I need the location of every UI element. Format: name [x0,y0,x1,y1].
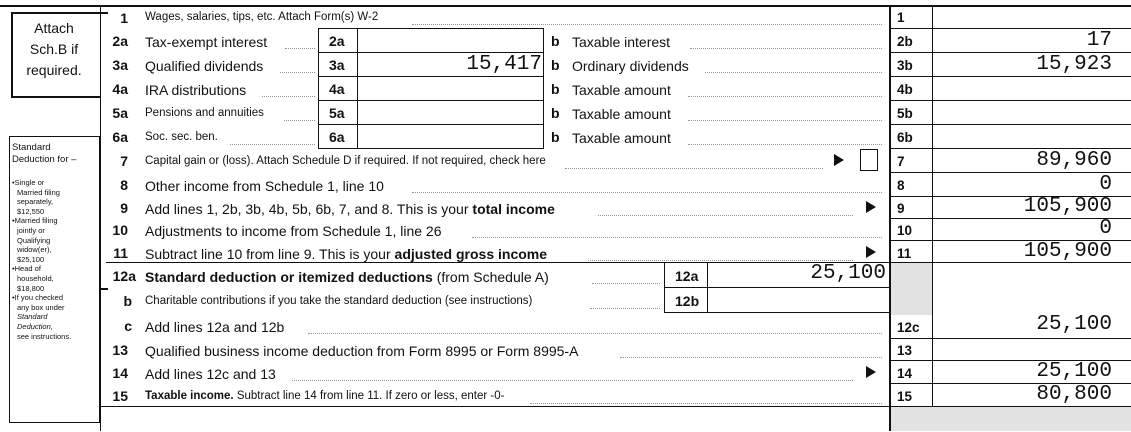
attach-text-line: required. [26,62,82,78]
line-number: 2a [112,33,128,49]
std-item-line: • Single or [12,178,96,188]
line-4b-letter: b [551,81,560,97]
line-4b-ref: 4b [897,82,913,97]
box-2a-label: 2a [329,33,345,49]
leader-dots [262,96,315,97]
subbox-left [318,28,319,148]
leader-dots [530,403,882,404]
box-4a-label: 4a [329,81,345,97]
leader-dots [592,283,660,284]
line-number: 1 [120,10,128,26]
leader-dots [688,120,882,121]
line-5a-label: Pensions and annuities [145,107,264,119]
row-sep [891,172,1131,173]
line-14-ref: 14 [897,366,913,381]
leader-dots [598,215,853,216]
line-number: 10 [112,222,128,238]
line-9-label-text: Add lines 1, 2b, 3b, 4b, 5b, 6b, 7, and 8. This is your [145,201,473,217]
leader-dots [284,120,315,121]
std-item-line: widow(er), [17,245,52,255]
line-8-amount[interactable]: 0 [1099,173,1112,196]
subbox-sep [318,124,544,125]
standard-deduction-list [12,178,96,341]
shaded-cell-12ab [891,262,932,315]
box-6a-label: 6a [329,129,345,145]
leader-dots [588,260,853,261]
line-3b-letter: b [551,57,560,73]
line-2a-label: Tax-exempt interest [145,34,268,50]
line-6b-letter: b [551,129,560,145]
line-8-label: Other income from Schedule 1, line 10 [145,178,384,194]
line-1-label: Wages, salaries, tips, etc. Attach Form(s) W-2 [145,11,379,23]
line-7-label: Capital gain or (loss). Attach Schedule D if required. If not required, check here [145,155,546,167]
std-heading-line: Deduction for – [12,154,77,165]
line-number: 8 [120,177,128,193]
line-13-ref: 13 [897,343,913,358]
line-7-amount[interactable]: 89,960 [1036,149,1112,172]
attach-schedule-b-note [14,18,94,81]
leader-dots [688,96,882,97]
std-item-line: see instructions. [17,331,72,341]
line-15-ref: 15 [897,389,913,404]
line-12a-label-bold: Standard deduction or itemized deductions [145,269,433,285]
leader-dots [565,168,823,169]
box-5a-label: 5a [329,105,345,121]
std-item-line: separately, [17,197,54,207]
arrow-right-icon [866,366,876,378]
std-item-line: • If you checked [12,293,96,303]
line-2b-amount[interactable]: 17 [1086,29,1112,52]
line-12a-label [145,269,549,285]
std-item-line: Deduction, [17,321,53,331]
line-1-ref: 1 [897,10,905,25]
row-sep [891,218,1131,219]
line-number: 13 [112,342,128,358]
std-heading-line: Standard [12,142,51,153]
box12-bottom [664,312,891,313]
line-9-label [145,201,555,217]
subbox-sep [318,28,544,29]
leader-dots [285,48,315,49]
line-12c-amount[interactable]: 25,100 [1036,313,1112,336]
line-4b-label: Taxable amount [572,82,671,98]
line-11-label-bold: adjusted gross income [394,246,548,262]
line-10-label: Adjustments to income from Schedule 1, line 26 [145,223,442,239]
box-12a-amount[interactable]: 25,100 [810,262,886,285]
subbox-sep [318,148,544,149]
leader-dots [230,144,315,145]
line-number: b [123,293,132,309]
leader-dots [412,24,882,25]
line-number: 7 [120,153,128,169]
line-15-label-bold: Taxable income. [145,390,234,402]
line-9-amount[interactable]: 105,900 [1023,195,1112,218]
std-item-line: • Head of [12,264,96,274]
leader-dots [690,48,882,49]
box-12a-label: 12a [675,268,699,284]
subbox-sep [318,100,544,101]
line-12a-label-text: (from Schedule A) [432,269,549,285]
line-15-label [145,390,504,402]
line-5b-letter: b [551,105,560,121]
std-item-line: Married filing [17,187,60,197]
leader-dots [620,357,882,358]
line-11-ref: 11 [897,246,912,261]
line-6b-ref: 6b [897,130,913,145]
line-13-label: Qualified business income deduction from Form 8995 or Form 8995-A [145,343,579,359]
line-number: 4a [112,81,128,97]
shaded-footer [891,407,1131,431]
row-sep [891,100,1131,101]
arrow-right-icon [866,246,876,258]
line-15-amount[interactable]: 80,800 [1036,383,1112,406]
line-5b-ref: 5b [897,106,913,121]
line-2b-label: Taxable interest [572,34,671,50]
standard-deduction-heading [12,142,76,166]
std-item-line: jointly or [17,225,45,235]
line-5b-label: Taxable amount [572,106,671,122]
line-number: 5a [112,105,128,121]
line-7-checkbox[interactable] [860,149,878,171]
subbox-right [543,28,544,148]
line-number: 15 [112,388,128,404]
line-number: c [124,318,132,334]
line-2b-ref: 2b [897,34,913,49]
line-9-label-bold: total income [472,201,555,217]
subbox-sep [318,76,544,77]
arrow-right-icon [866,201,876,213]
std-item-line: Qualifying [17,235,51,245]
line-number: 14 [112,365,128,381]
attach-text-line: Attach [34,20,74,36]
line-2b-letter: b [551,33,560,49]
row-sep [891,338,1131,339]
top-border [0,5,1131,7]
line-11-label [145,246,547,262]
box-3a-amount[interactable]: 15,417 [466,53,542,76]
attach-text-line: Sch.B if [29,41,79,57]
arrow-right-icon [834,154,844,166]
bracket-line-12 [100,288,108,290]
leader-dots [472,237,882,238]
line-3b-ref: 3b [897,58,913,73]
line-4a-label: IRA distributions [145,82,247,98]
line-number: 12a [112,268,136,284]
line-10-ref: 10 [897,223,913,238]
line-12c-ref: 12c [897,320,920,335]
std-item-line: • Married filing [12,216,96,226]
line-3a-label: Qualified dividends [145,58,264,74]
line-3b-amount[interactable]: 15,923 [1036,53,1112,76]
line-11-label-text: Subtract line 10 from line 9. This is your [145,246,395,262]
std-item-line: $25,100 [17,254,45,264]
line-number: 9 [120,200,128,216]
line-11-amount[interactable]: 105,900 [1023,240,1112,263]
bracket-line-11 [106,262,666,263]
line-number: 11 [113,245,128,261]
leader-dots [280,72,315,73]
line-12c-label: Add lines 12a and 12b [145,319,285,335]
line-14-amount[interactable]: 25,100 [1036,360,1112,383]
line-12b-label: Charitable contributions if you take the standard deduction (see instructions) [145,295,533,307]
std-item-line: any box under [17,302,65,312]
line-14-label: Add lines 12c and 13 [145,366,276,382]
std-item-line: household, [17,273,54,283]
std-item-line: Standard [17,312,48,322]
leader-dots [412,192,882,193]
line-6a-label: Soc. sec. ben. [145,131,218,143]
std-item-line: $18,800 [17,283,45,293]
row-sep [891,76,1131,77]
line-8-ref: 8 [897,178,905,193]
leader-dots [705,72,882,73]
box-3a-label: 3a [329,57,345,73]
line-3b-label: Ordinary dividends [572,58,689,74]
std-item-line: $12,550 [17,206,45,216]
line-9-ref: 9 [897,201,905,216]
line-6b-label: Taxable amount [572,130,671,146]
leader-dots [308,333,882,334]
line-10-amount[interactable]: 0 [1099,217,1112,240]
leader-dots [590,308,660,309]
leader-dots [688,144,882,145]
subbox-mid [357,28,358,148]
row-sep [891,124,1131,125]
line-15-label-text: Subtract line 14 from line 11. If zero or less, enter -0- [233,390,505,402]
leader-dots [292,380,853,381]
box-12b-label: 12b [675,293,700,309]
line-number: 6a [112,129,128,145]
line-number: 3a [112,57,128,73]
box12-mid-line [664,287,891,288]
line-7-ref: 7 [897,154,905,169]
